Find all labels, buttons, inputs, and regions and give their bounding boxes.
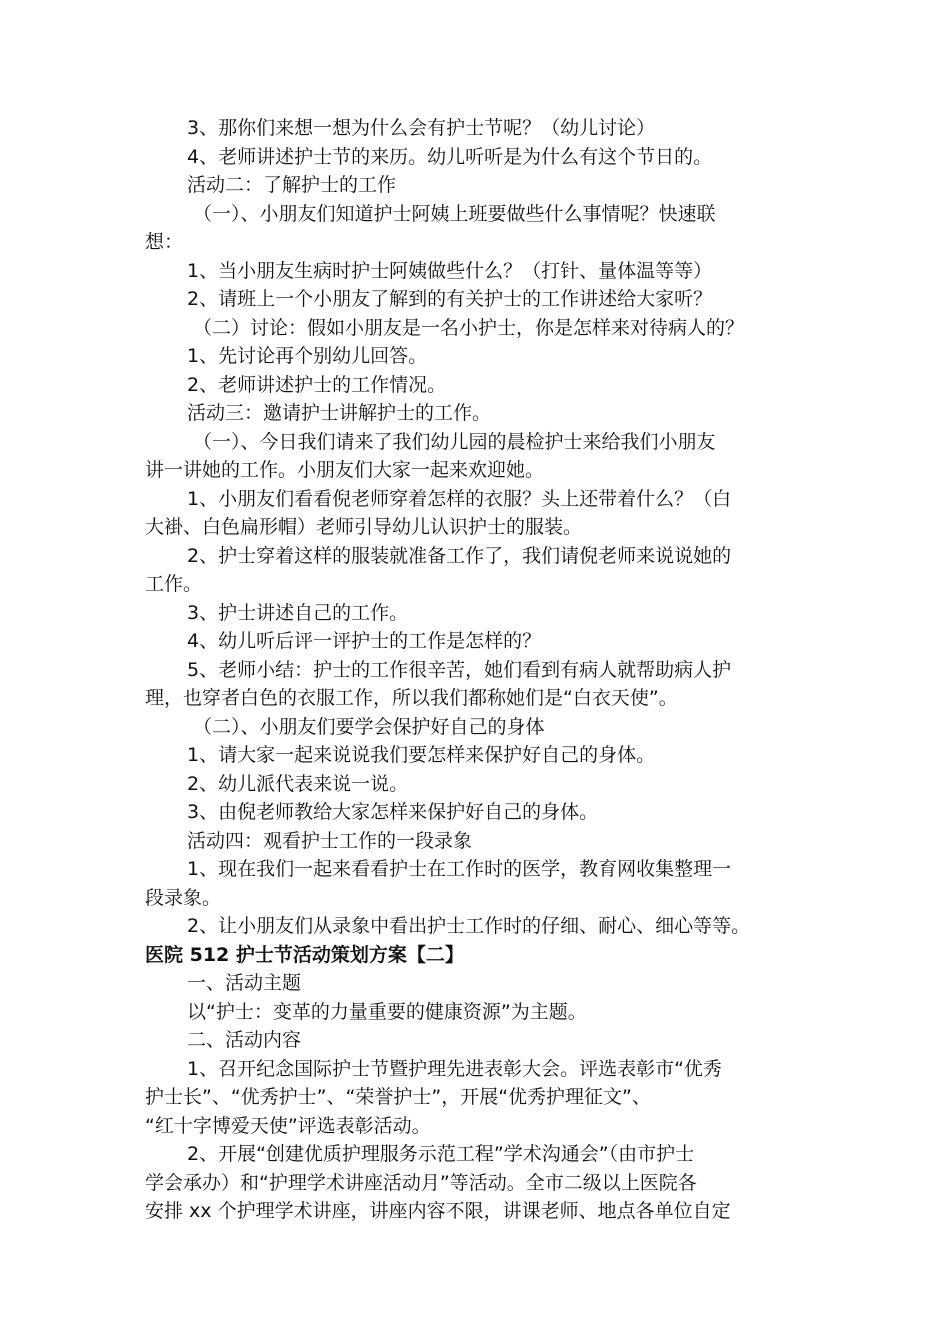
text-line: 1、召开纪念国际护士节暨护理先进表彰大会。评选表彰市“优秀: [187, 1057, 722, 1080]
text-line: 3、由倪老师教给大家怎样来保护好自己的身体。: [187, 801, 599, 823]
text-line: “红十字博爱天使”评选表彰活动。: [145, 1114, 431, 1137]
document-body: [145, 114, 810, 1226]
text-line: 4、幼儿听后评一评护士的工作是怎样的？: [187, 630, 542, 652]
text-line: 护士长”、“优秀护士”、“荣誉护士”，开展“优秀护理征文”、: [145, 1086, 651, 1108]
text-line: 段录象。: [145, 886, 222, 909]
text-line: 1、当小朋友生病时护士阿姨做些什么？（打针、量体温等等）: [187, 259, 713, 282]
text-line: （一）、小朋友们知道护士阿姨上班要做些什么事情呢？快速联: [193, 202, 716, 225]
text-line: 1、现在我们一起来看看护士在工作时的医学，教育网收集整理一: [187, 858, 732, 880]
text-line: 2、让小朋友们从录象中看出护士工作时的仔细、耐心、细心等等。: [187, 915, 751, 937]
text-line: 活动三：邀请护士讲解护士的工作。: [187, 402, 492, 424]
text-line: 想：: [145, 231, 184, 253]
text-line: （二）、小朋友们要学会保护好自己的身体: [193, 715, 545, 738]
section-heading: 医院 512 护士节活动策划方案【二】: [145, 943, 464, 966]
text-line: 一、活动主题: [187, 972, 302, 994]
text-line: 大褂、白色扁形帽）老师引导幼儿认识护士的服装。: [145, 516, 583, 538]
text-line: 3、那你们来想一想为什么会有护士节呢？（幼儿讨论）: [187, 117, 656, 139]
text-line: 2、老师讲述护士的工作情况。: [187, 373, 447, 396]
text-line: 安排 xx 个护理学术讲座，讲座内容不限，讲课老师、地点各单位自定: [145, 1200, 731, 1222]
text-line: 理，也穿者白色的衣服工作，所以我们都称她们是“白衣天使”。: [145, 687, 678, 709]
text-line: 活动四：观看护士工作的一段录象: [187, 829, 473, 852]
text-line: 4、老师讲述护士节的来历。幼儿听听是为什么有这个节日的。: [187, 145, 713, 168]
text-line: 学会承办）和“护理学术讲座活动月”等活动。全市二级以上医院各: [145, 1171, 697, 1194]
text-line: 二、活动内容: [187, 1029, 302, 1051]
text-line: 1、请大家一起来说说我们要怎样来保护好自己的身体。: [187, 744, 656, 766]
text-line: 讲一讲她的工作。小朋友们大家一起来欢迎她。: [145, 459, 545, 481]
text-line: （二）讨论：假如小朋友是一名小护士，你是怎样来对待病人的？: [193, 316, 745, 339]
text-line: 1、小朋友们看看倪老师穿着怎样的衣服？头上还带着什么？（白: [187, 487, 732, 510]
text-line: 工作。: [145, 573, 203, 595]
text-line: 1、先讨论再个别幼儿回答。: [187, 345, 428, 367]
text-line: 以“护士：变革的力量重要的健康资源”为主题。: [187, 1000, 587, 1023]
text-line: 2、请班上一个小朋友了解到的有关护士的工作讲述给大家听？: [187, 288, 713, 310]
text-line: 2、幼儿派代表来说一说。: [187, 772, 409, 795]
document-page: [145, 114, 810, 1226]
text-line: （一）、今日我们请来了我们幼儿园的晨检护士来给我们小朋友: [193, 430, 716, 453]
text-line: 3、护士讲述自己的工作。: [187, 601, 409, 624]
text-line: 2、护士穿着这样的服装就准备工作了，我们请倪老师来说说她的: [187, 544, 732, 567]
text-line: 5、老师小结：护士的工作很辛苦，她们看到有病人就帮助病人护: [187, 658, 732, 681]
text-line: 活动二：了解护士的工作: [187, 174, 397, 196]
text-line: 2、开展“创建优质护理服务示范工程”学术沟通会”（由市护士: [187, 1143, 695, 1165]
